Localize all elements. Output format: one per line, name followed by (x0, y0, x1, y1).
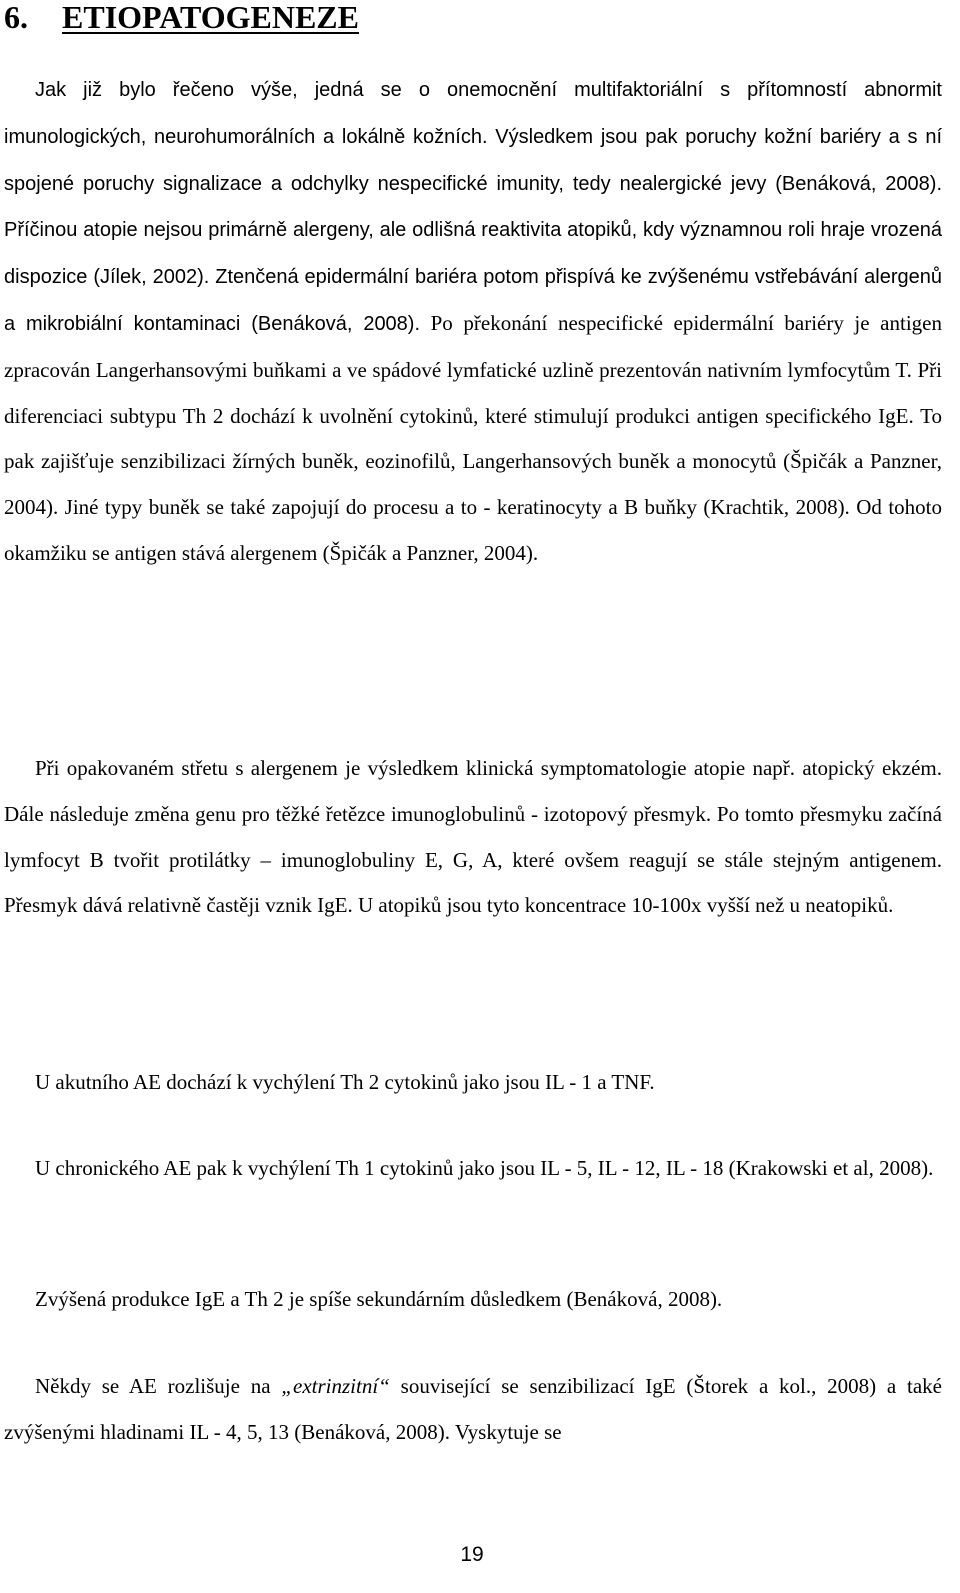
chapter-title: ETIOPATOGENEZE (62, 0, 359, 35)
paragraph-chronic-ae (4, 1146, 942, 1192)
page-number: 19 (460, 1543, 484, 1566)
chapter-heading (4, 0, 359, 34)
paragraph-text: Zvýšená produkce IgE a Th 2 je spíše sekundárním důsledkem (Benáková, 2008). (35, 1287, 723, 1311)
paragraph-acute-ae (4, 1060, 942, 1106)
paragraph-text-sans: Jak již bylo řečeno výše, jedná se o onemocnění multifaktoriální s přítomností abnormit imunologických, neurohumorálních a lokálně kožních. Výsledkem jsou pak poruchy kožní bariéry a s ní spojené poruchy signalizace a odchylky nespecifické imunity, tedy nealergické jevy (Benáková, 2008). Příčinou atopie nejsou primárně alergeny, ale odlišná reaktivita atopiků, kdy významnou roli hraje vrozená dispozice (Jílek, 2002). Ztenčená epidermální bariéra potom přispívá ke zvýšenému vstřebávání alergenů a mikrobiální kontaminaci (Benáková, 2008). (4, 79, 942, 335)
paragraph-text-before: Někdy se AE rozlišuje na (35, 1374, 282, 1398)
paragraph-etiology-intro (4, 67, 942, 577)
paragraph-text: Při opakovaném střetu s alergenem je výsledkem klinická symptomatologie atopie např. atopický ekzém. Dále následuje změna genu pro těžké řetězce imunoglobulinů - izotopový přesmyk. Po tomto přesmyku začíná lymfocyt B tvořit protilátky – imunoglobuliny E, G, A, které ovšem reagují se stále stejným antigenem. Přesmyk dává relativně častěji vznik IgE. U atopiků jsou tyto koncentrace 10-100x vyšší než u neatopiků. (4, 756, 942, 918)
paragraph-text: U chronického AE pak k vychýlení Th 1 cytokinů jako jsou IL - 5, IL - 12, IL - 18 (Krakowski et al, 2008). (35, 1156, 934, 1180)
paragraph-repeated-exposure (4, 746, 942, 929)
paragraph-text: U akutního AE dochází k vychýlení Th 2 cytokinů jako jsou IL - 1 a TNF. (35, 1070, 655, 1094)
italic-term-extrinzitni: „extrinzitní“ (281, 1374, 390, 1398)
paragraph-text-after: související se senzibilizací IgE (Štorek a kol., 2008) a také zvýšenými hladinami IL - 4, 5, 13 (Benáková, 2008). Vyskytuje se (4, 1374, 942, 1444)
paragraph-text-serif: Po překonání nespecifické epidermální bariéry je antigen zpracován Langerhansovými buňkami a ve spádové lymfatické uzlině prezentován nativním lymfocytům T. Při diferenciaci subtypu Th 2 dochází k uvolnění cytokinů, které stimulují produkci antigen specifického IgE. To pak zajišťuje senzibilizaci žírných buněk, eozinofilů, Langerhansových buněk a monocytů (Špičák a Panzner, 2004). Jiné typy buněk se také zapojují do procesu a to - keratinocyty a B buňky (Krachtik, 2008). Od tohoto okamžiku se antigen stává alergenem (Špičák a Panzner, 2004). (4, 310, 942, 565)
chapter-number: 6. (4, 0, 28, 35)
paragraph-ige-production (4, 1277, 942, 1323)
paragraph-extrinsic-ae (4, 1364, 942, 1456)
